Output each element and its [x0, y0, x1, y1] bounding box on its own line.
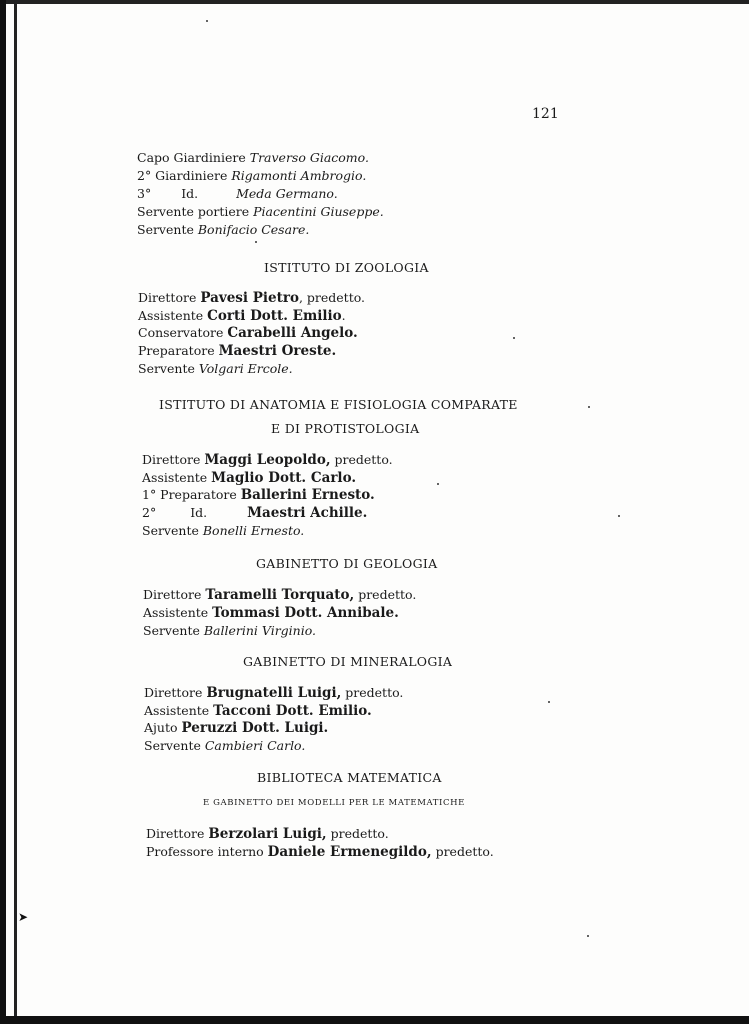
section-heading-zoologia: ISTITUTO DI ZOOLOGIA — [264, 260, 429, 275]
section-heading-geologia: GABINETTO DI GEOLOGIA — [256, 556, 438, 571]
staff-row: 2° Giardiniere Rigamonti Ambrogio. — [137, 168, 367, 183]
scan-edge-bottom — [0, 1016, 749, 1024]
print-speck — [206, 20, 208, 22]
staff-row: Assistente Corti Dott. Emilio. — [138, 308, 346, 324]
staff-row: Servente Cambieri Carlo. — [144, 738, 306, 753]
staff-row: Preparatore Maestri Oreste. — [138, 343, 337, 359]
section-heading-mineralogia: GABINETTO DI MINERALOGIA — [243, 654, 453, 669]
print-speck — [513, 337, 515, 339]
staff-row: Servente Volgari Ercole. — [138, 361, 293, 376]
scan-edge-binding — [14, 0, 17, 1024]
staff-row: Professore interno Daniele Ermenegildo, predetto. — [146, 844, 494, 860]
scan-edge-left — [0, 0, 6, 1024]
staff-row: Servente Bonifacio Cesare. — [137, 222, 310, 237]
scan-edge-top — [0, 0, 749, 4]
staff-row: Direttore Taramelli Torquato, predetto. — [143, 587, 417, 603]
staff-row: Ajuto Peruzzi Dott. Luigi. — [144, 720, 329, 736]
staff-row: Direttore Brugnatelli Luigi, predetto. — [144, 685, 404, 701]
section-subheading-biblioteca: E GABINETTO DEI MODELLI PER LE MATEMATICHE — [203, 798, 465, 808]
print-speck — [618, 515, 620, 517]
staff-row: Direttore Maggi Leopoldo, predetto. — [142, 452, 393, 468]
staff-row: Servente portiere Piacentini Giuseppe. — [137, 204, 384, 219]
print-speck — [437, 483, 439, 485]
print-speck — [548, 701, 550, 703]
page-number: 121 — [532, 106, 559, 122]
margin-arrow-icon: ➤ — [18, 910, 29, 924]
staff-row: 3° Id. Meda Germano. — [137, 186, 338, 201]
print-speck — [255, 241, 257, 243]
staff-row: Assistente Tacconi Dott. Emilio. — [144, 703, 372, 719]
staff-row: Servente Bonelli Ernesto. — [142, 523, 305, 538]
staff-row: Servente Ballerini Virginio. — [143, 623, 316, 638]
section-heading-biblioteca: BIBLIOTECA MATEMATICA — [257, 770, 442, 785]
staff-row: Direttore Pavesi Pietro, predetto. — [138, 290, 365, 306]
staff-row: Direttore Berzolari Luigi, predetto. — [146, 826, 389, 842]
staff-row: 2° Id. Maestri Achille. — [142, 505, 368, 521]
section-heading-anatomia: ISTITUTO DI ANATOMIA E FISIOLOGIA COMPARATE — [159, 397, 518, 412]
print-speck — [588, 406, 590, 408]
staff-row: 1° Preparatore Ballerini Ernesto. — [142, 487, 375, 503]
section-heading-anatomia-line2: E DI PROTISTOLOGIA — [271, 421, 420, 436]
staff-row: Conservatore Carabelli Angelo. — [138, 325, 358, 341]
staff-row: Capo Giardiniere Traverso Giacomo. — [137, 150, 369, 165]
staff-row: Assistente Tommasi Dott. Annibale. — [143, 605, 399, 621]
staff-row: Assistente Maglio Dott. Carlo. — [142, 470, 357, 486]
print-speck — [587, 935, 589, 937]
